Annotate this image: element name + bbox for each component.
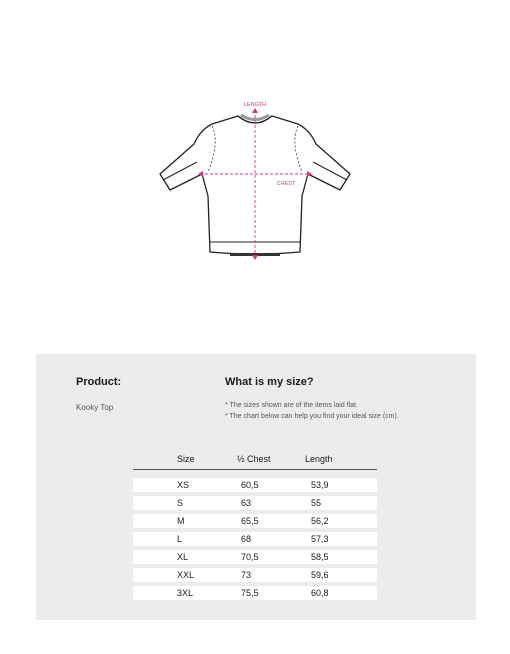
tshirt-diagram [150,96,360,272]
size-cell: L [177,534,183,544]
size-table-header [133,453,377,470]
product-heading: Product: [76,376,122,388]
size-cell: XXL [177,570,195,580]
size-info-panel [36,354,476,620]
header-chest: ½ Chest [237,454,271,464]
header-length: Length [305,454,333,464]
chest-cell: 63 [241,498,252,508]
chest-cell: 60,5 [241,480,259,490]
chest-cell: 70,5 [241,552,259,562]
length-cell: 53,9 [311,480,329,490]
size-note: * The chart below can help you find your ideal size (cm). [225,413,399,420]
chest-cell: 75,5 [241,588,259,598]
table-row [133,532,377,546]
table-row [133,586,377,600]
table-row [133,514,377,528]
length-cell: 57,3 [311,534,329,544]
length-cell: 55 [311,498,322,508]
length-label: LENGTH [243,102,267,108]
size-cell: XL [177,552,189,562]
size-cell: S [177,498,184,508]
size-heading: What is my size? [225,376,314,388]
length-arrow-top [252,108,258,113]
table-row [133,550,377,564]
table-row [133,478,377,492]
length-cell: 60,8 [311,588,329,598]
size-note: * The sizes shown are of the items laid flat. [225,402,358,409]
header-size: Size [177,454,195,464]
length-cell: 58,5 [311,552,329,562]
chest-cell: 68 [241,534,252,544]
length-cell: 56,2 [311,516,329,526]
product-name: Kooky Top [76,403,114,412]
chest-cell: 73 [241,570,252,580]
chest-cell: 65,5 [241,516,259,526]
chest-label: CHEST [276,181,296,187]
table-row [133,496,377,510]
length-cell: 59,6 [311,570,329,580]
size-cell: 3XL [177,588,194,598]
table-row [133,568,377,582]
length-arrow-bottom [252,255,258,260]
size-cell: XS [177,480,190,490]
size-cell: M [177,516,185,526]
